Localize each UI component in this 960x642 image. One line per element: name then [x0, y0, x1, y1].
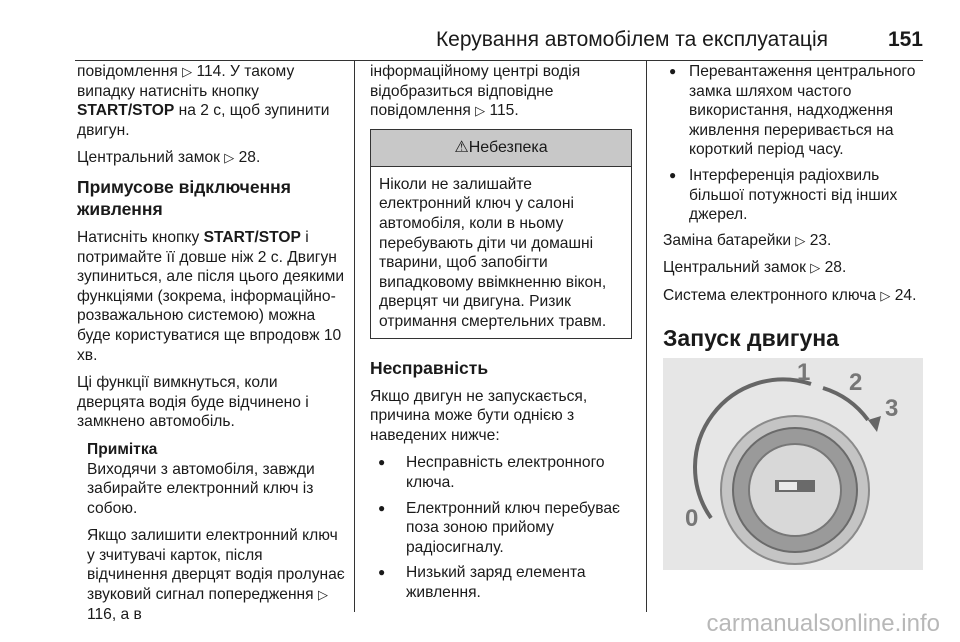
warning-box [370, 129, 632, 339]
column-divider [354, 60, 355, 612]
arrow-ref-icon: ▷ [880, 287, 891, 303]
ignition-switch-illustration [663, 358, 923, 570]
position-label-0: 0 [685, 505, 699, 532]
reference-line: Заміна батарейки ▷ 23. [663, 231, 832, 249]
paragraph: Якщо двигун не запускається, причина може бути однією з наведених нижче: [370, 387, 588, 444]
warning-header [371, 130, 631, 167]
page-header [75, 26, 923, 61]
page-title: Керування автомобілем та експлуатація [435, 28, 828, 51]
section-heading: Несправність [370, 357, 489, 378]
warning-title: Небезпека [468, 138, 548, 156]
list-item: ● Низький заряд елемента живлення. [378, 563, 632, 602]
list-item: ● Несправність електронного ключа. [378, 453, 632, 492]
warning-text: Ніколи не залишайте електронний ключ у салоні автомобіля, коли в ньому перебувають діти чи домашні тварини, щоб запобігти випадковому ввімкненню вікон, дверцят чи двигуна. Ризик отримання смертельних травм. [379, 175, 607, 330]
column-right [663, 62, 933, 352]
bullet-list [663, 62, 933, 225]
bullet-list [370, 453, 632, 602]
section-heading: Примусове відключення живлення [77, 176, 291, 219]
list-item: ● Інтерференція радіохвиль більшої потужності від інших джерел. [663, 166, 933, 225]
position-label-1: 1 [797, 359, 811, 386]
column-left [77, 62, 347, 632]
page-reference-link[interactable]: 116, а в [87, 605, 142, 623]
arrow-ref-icon: ▷ [810, 260, 821, 276]
arrow-ref-icon: ▷ [224, 150, 235, 166]
arrow-ref-icon: ▷ [317, 587, 328, 603]
page-reference-link[interactable]: 114. У такому випадку натисніть кнопку [77, 63, 295, 100]
reference-line: Система електронного ключа ▷ 24. [663, 286, 917, 304]
paragraph: Ці функції вимкнуться, коли дверцята водія буде відчинено і замкнено автомобіль. [77, 374, 309, 431]
ignition-switch-figure [663, 358, 923, 570]
paragraph: інформаційному центрі водія відобразиться відповідне повідомлення ▷ 115. [370, 63, 581, 120]
page-reference-link[interactable]: 28. [238, 149, 261, 167]
list-item: ● Перевантаження центрального замка шляхом частого використання, надходження живлення переривається на короткий період часу. [663, 62, 933, 160]
section-heading: Запуск двигуна [663, 324, 839, 351]
paragraph: повідомлення ▷ 114. У такому випадку натисніть кнопку START/STOP на 2 с, щоб зупинити двигун. [77, 63, 330, 139]
position-label-3: 3 [885, 395, 899, 422]
column-middle [370, 62, 632, 608]
note-box [87, 440, 347, 624]
paragraph: Натисніть кнопку START/STOP і потримайте її довше ніж 2 с. Двигун зупиниться, але після цього деякими функціями (зокрема, інформаційно-розважальною системою) можна буде користуватися ще впродовж 10 хв. [77, 228, 345, 364]
paragraph: Центральний замок ▷ 28. [77, 149, 261, 167]
warning-triangle-icon: ⚠ [454, 138, 469, 156]
page-reference-link[interactable]: 23. [809, 231, 832, 249]
page-reference-link[interactable]: 28. [824, 259, 847, 277]
note-title: Примітка [87, 440, 158, 458]
arrow-ref-icon: ▷ [475, 103, 486, 119]
arrow-ref-icon: ▷ [795, 232, 806, 248]
reference-line: Центральний замок ▷ 28. [663, 259, 847, 277]
page-number: 151 [887, 28, 923, 51]
page-reference-link[interactable]: 24. [894, 286, 917, 304]
arrow-ref-icon: ▷ [182, 64, 193, 79]
page-reference-link[interactable]: 115. [489, 102, 519, 120]
note-paragraph: Якщо залишити електронний ключ у зчитувачі карток, після відчинення дверцят водія пролунає звуковий сигнал попередження ▷ 116, а в [87, 527, 345, 623]
key-slot-insert [779, 482, 797, 490]
position-label-2: 2 [849, 369, 863, 396]
column-divider [646, 60, 647, 612]
note-paragraph: Виходячи з автомобіля, завжди забирайте електронний ключ із собою. [87, 460, 315, 517]
watermark: carmanualsonline.info [706, 610, 940, 637]
list-item: ● Електронний ключ перебуває поза зоною прийому радіосигналу. [378, 499, 632, 558]
